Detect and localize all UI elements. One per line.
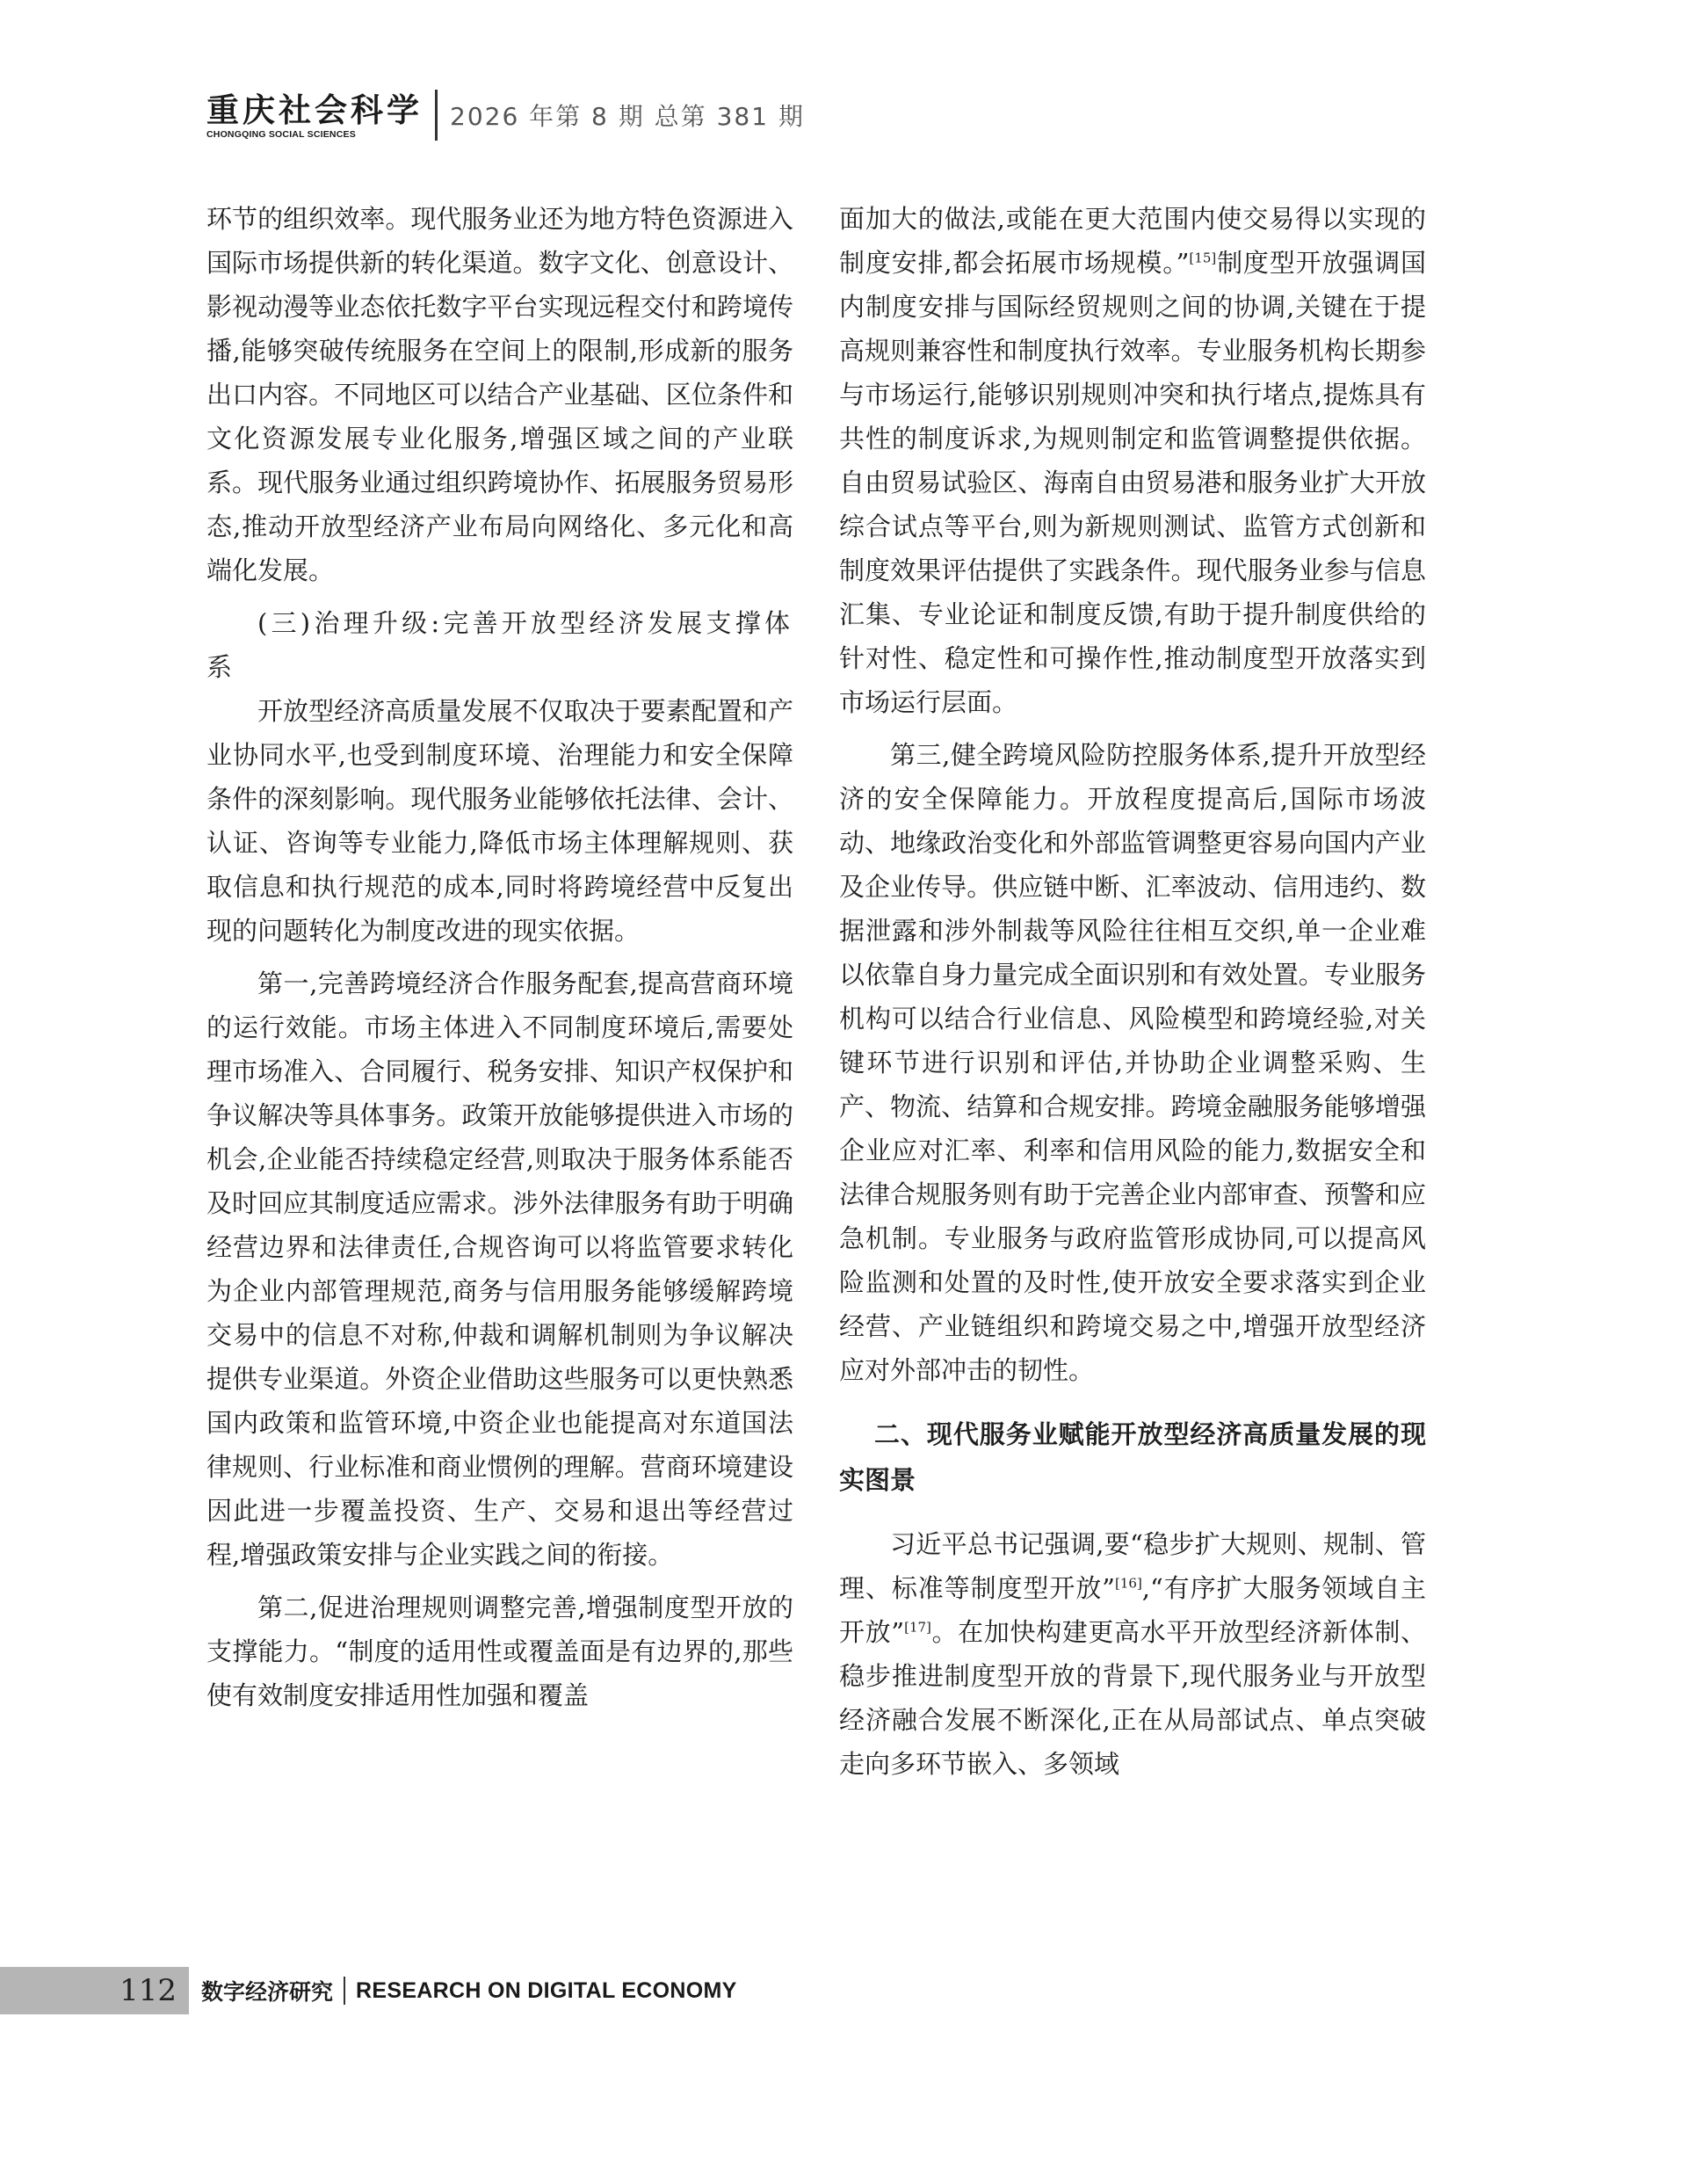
paragraph: 第二,促进治理规则调整完善,增强制度型开放的支撑能力。“制度的适用性或覆盖面是有边界的,那些使有效制度安排适用性加强和覆盖: [206, 1593, 793, 1710]
paragraph-text: 习近平总书记强调,要“稳步扩大规则、规制、管理、标准等制度型开放”: [839, 1529, 1426, 1603]
right-column: [839, 197, 1426, 1786]
citation-ref: [17]: [904, 1619, 931, 1636]
paragraph-text: 面加大的做法,或能在更大范围内使交易得以实现的制度安排,都会拓展市场规模。”: [839, 204, 1426, 278]
spacer: [839, 724, 1426, 733]
spacer: [206, 592, 793, 601]
spacer: [206, 953, 793, 961]
paragraph: 第一,完善跨境经济合作服务配套,提高营商环境的运行效能。市场主体进入不同制度环境后,需要处理市场准入、合同履行、税务安排、知识产权保护和争议解决等具体事务。政策开放能够提供进入市场的机会,企业能否持续稳定经营,则取决于服务体系能否及时回应其制度适应需求。涉外法律服务有助于明确经营边界和法律责任,合规咨询可以将监管要求转化为企业内部管理规范,商务与信用服务能够缓解跨境交易中的信息不对称,仲裁和调解机制则为争议解决提供专业渠道。外资企业借助这些服务可以更快熟悉国内政策和监管环境,中资企业也能提高对东道国法律规则、行业标准和商业惯例的理解。营商环境建设因此进一步覆盖投资、生产、交易和退出等经营过程,增强政策安排与企业实践之间的衔接。: [206, 969, 793, 1570]
section-name-cn: 数字经济研究: [201, 1979, 334, 2005]
paragraph: 开放型经济高质量发展不仅取决于要素配置和产业协同水平,也受到制度环境、治理能力和安全保障条件的深刻影响。现代服务业能够依托法律、会计、认证、咨询等专业能力,降低市场主体理解规则、获取信息和执行规范的成本,同时将跨境经营中反复出现的问题转化为制度改进的现实依据。: [206, 696, 793, 946]
paragraph-text: 制度型开放强调国内制度安排与国际经贸规则之间的协调,关键在于提高规则兼容性和制度执行效率。专业服务机构长期参与市场运行,能够识别规则冲突和执行堵点,提炼具有共性的制度诉求,为规则制定和监管调整提供依据。自由贸易试验区、海南自由贸易港和服务业扩大开放综合试点等平台,则为新规则测试、监管方式创新和制度效果评估提供了实践条件。现代服务业参与信息汇集、专业论证和制度反馈,有助于提升制度供给的针对性、稳定性和可操作性,推动制度型开放落实到市场运行层面。: [839, 248, 1426, 717]
journal-name-cn: 重庆社会科学: [206, 90, 423, 129]
page-footer: [0, 1967, 844, 2014]
paragraph-text: 。在加快构建更高水平开放型经济新体制、稳步推进制度型开放的背景下,现代服务业与开放型经济融合发展不断深化,正在从局部试点、单点突破走向多环节嵌入、多领域: [839, 1617, 1426, 1779]
footer-divider: [344, 1977, 345, 2005]
paragraph: 环节的组织效率。现代服务业还为地方特色资源进入国际市场提供新的转化渠道。数字文化、创意设计、影视动漫等业态依托数字平台实现远程交付和跨境传播,能够突破传统服务在空间上的限制,形成新的服务出口内容。不同地区可以结合产业基础、区位条件和文化资源发展专业化服务,增强区域之间的产业联系。现代服务业通过组织跨境协作、拓展服务贸易形态,推动开放型经济产业布局向网络化、多元化和高端化发展。: [206, 204, 793, 585]
journal-header: [206, 86, 805, 144]
paragraph-text: ,“有序扩大服务领域自主开放”: [839, 1573, 1427, 1647]
journal-logo: [206, 91, 423, 140]
citation-ref: [16]: [1115, 1575, 1142, 1592]
paragraph: [839, 1522, 1426, 1786]
paragraph: 第三,健全跨境风险防控服务体系,提升开放型经济的安全保障能力。开放程度提高后,国际市场波动、地缘政治变化和外部监管调整更容易向国内产业及企业传导。供应链中断、汇率波动、信用违约、数据泄露和涉外制裁等风险往往相互交织,单一企业难以依靠自身力量完成全面识别和有效处置。专业服务机构可以结合行业信息、风险模型和跨境经验,对关键环节进行识别和评估,并协助企业调整采购、生产、物流、结算和合规安排。跨境金融服务能够增强企业应对汇率、利率和信用风险的能力,数据安全和法律合规服务则有助于完善企业内部审查、预警和应急机制。专业服务与政府监管形成协同,可以提高风险监测和处置的及时性,使开放安全要求落实到企业经营、产业链组织和跨境交易之中,增强开放型经济应对外部冲击的韧性。: [839, 740, 1426, 1385]
page-number: 112: [0, 1967, 189, 2014]
header-divider: [435, 90, 438, 141]
citation-ref: [15]: [1189, 250, 1217, 266]
left-column: [206, 197, 793, 1717]
journal-name-en: CHONGQING SOCIAL SCIENCES: [206, 128, 356, 140]
issue-info: 2026 年第 8 期 总第 381 期: [450, 102, 805, 131]
section-heading: 二、现代服务业赋能开放型经济高质量发展的现实图景: [839, 1419, 1426, 1495]
section-subheading: (三)治理升级:完善开放型经济发展支撑体系: [206, 608, 793, 682]
section-name-en: RESEARCH ON DIGITAL ECONOMY: [356, 1977, 737, 2003]
spacer: [839, 1503, 1426, 1522]
paragraph: [839, 197, 1426, 724]
spacer: [839, 1392, 1426, 1411]
spacer: [206, 1577, 793, 1585]
